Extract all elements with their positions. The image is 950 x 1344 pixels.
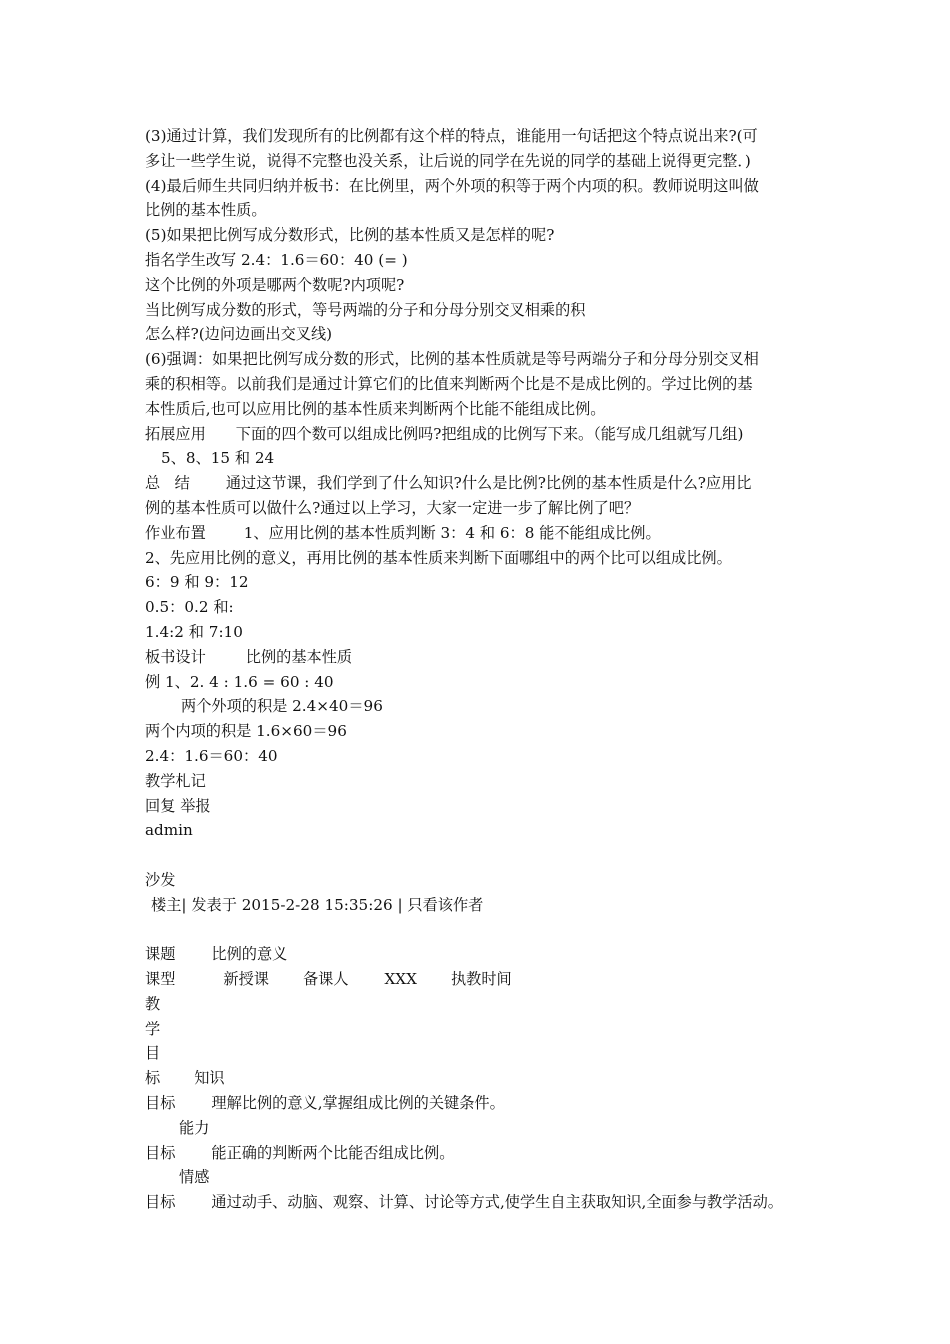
field-label: 目标: [145, 1193, 176, 1212]
section-label: 拓展应用: [145, 424, 206, 443]
field-value: 通过动手、动脑、观察、计算、讨论等方式,使学生自主获取知识,全面参与教学活动。: [211, 1193, 783, 1212]
post-floor-label: 沙发: [145, 870, 176, 889]
text-line: 两个外项的积是 2.4×40＝96: [181, 697, 383, 716]
text-line: [145, 422, 813, 447]
text-line: 情感: [179, 1168, 210, 1187]
field-label: 目标: [145, 1094, 176, 1113]
field-value: 比例的意义: [211, 945, 288, 964]
section-text: 通过这节课，我们学到了什么知识?什么是比例?比例的基本性质是什么?应用比: [225, 474, 752, 493]
text-line: 能力: [179, 1118, 210, 1137]
text-line: [145, 1190, 813, 1215]
section-text: 1、应用比例的基本性质判断 3：4 和 6：8 能不能组成比例。: [243, 523, 661, 542]
blank-line: [145, 843, 813, 868]
field-value: 新授课: [223, 970, 269, 989]
field-value: 能正确的判断两个比能否组成比例。: [211, 1143, 455, 1162]
text-line: [145, 942, 813, 967]
text-line: 多让一些学生说，说得不完整也没关系，让后说的同学在先说的同学的基础上说得更完整．): [145, 151, 751, 170]
text-line: 比例的基本性质。: [145, 201, 267, 220]
text-line: 学: [145, 1019, 161, 1038]
field-label: 执教时间: [450, 970, 512, 989]
text-line: (6)强调：如果把比例写成分数的形式，比例的基本性质就是等号两端分子和分母分别交叉相: [145, 350, 759, 369]
text-line: (3)通过计算，我们发现所有的比例都有这个样的特点，谁能用一句话把这个特点说出来?(可: [145, 127, 758, 145]
text-line: 本性质后,也可以应用比例的基本性质来判断两个比能不能组成比例。: [145, 399, 606, 418]
text-line: [145, 471, 813, 496]
field-value: XXX: [384, 970, 417, 989]
text-line: 乘的积相等。以前我们是通过计算它们的比值来判断两个比是不是成比例的。学过比例的基: [145, 374, 753, 393]
reply-report-links[interactable]: 回复 举报: [145, 796, 211, 815]
text-line: 1.4:2 和 7:10: [145, 622, 243, 641]
text-line: 2、先应用比例的意义，再用比例的基本性质来判断下面哪组中的两个比可以组成比例。: [145, 548, 732, 567]
section-text: 下面的四个数可以组成比例吗?把组成的比例写下来。（能写成几组就写几组): [235, 424, 744, 443]
field-label: 备课人: [302, 970, 349, 989]
section-label: 总 结: [145, 474, 190, 493]
text-line: 0.5：0.2 和:: [145, 598, 234, 617]
field-label: 目标: [145, 1143, 176, 1162]
text-line: (5)如果把比例写成分数形式，比例的基本性质又是怎样的呢?: [145, 226, 555, 245]
field-label: 课型: [145, 970, 176, 989]
text-line: [145, 967, 813, 992]
section-label: 板书设计: [145, 647, 206, 666]
text-line: 这个比例的外项是哪两个数呢?内项呢?: [145, 275, 405, 294]
text-line: [145, 1091, 813, 1116]
field-label: 知识: [194, 1069, 225, 1088]
author-name[interactable]: admin: [145, 821, 193, 840]
text-line: [145, 521, 813, 546]
field-label: 标: [145, 1069, 161, 1088]
text-line: 例的基本性质可以做什么?通过以上学习，大家一定进一步了解比例了吧？: [145, 498, 640, 517]
field-label: 课题: [145, 945, 176, 964]
text-line: 6：9 和 9：12: [145, 573, 249, 592]
text-line: 2.4：1.6＝60：40: [145, 746, 278, 765]
post-meta[interactable]: 楼主| 发表于 2015-2-28 15:35:26 | 只看该作者: [151, 895, 484, 914]
text-line: 指名学生改写 2.4：1.6＝60：40 (= ): [145, 250, 408, 269]
text-line: 当比例写成分数的形式，等号两端的分子和分母分别交叉相乘的积: [145, 300, 586, 319]
text-line: 教学札记: [145, 771, 206, 790]
text-line: [145, 1066, 813, 1091]
text-line: 5、8、15 和 24: [161, 449, 275, 468]
blank-line: [145, 918, 813, 943]
text-line: [145, 1141, 813, 1166]
text-line: 目: [145, 1044, 161, 1063]
document-body: [145, 124, 813, 1215]
text-line: (4)最后师生共同归纳并板书：在比例里，两个外项的积等于两个内项的积。教师说明这叫做: [145, 176, 759, 195]
section-text: 比例的基本性质: [245, 647, 353, 666]
text-line: 怎么样?(边问边画出交叉线): [145, 325, 333, 344]
section-label: 作业布置: [145, 523, 206, 542]
text-line: 两个内项的积是 1.6×60＝96: [145, 722, 347, 741]
field-value: 理解比例的意义,掌握组成比例的关键条件。: [211, 1094, 505, 1113]
text-line: 教: [145, 994, 161, 1013]
text-line: [145, 645, 813, 670]
text-line: 例 1、2. 4 : 1.6 = 60 : 40: [145, 672, 334, 691]
